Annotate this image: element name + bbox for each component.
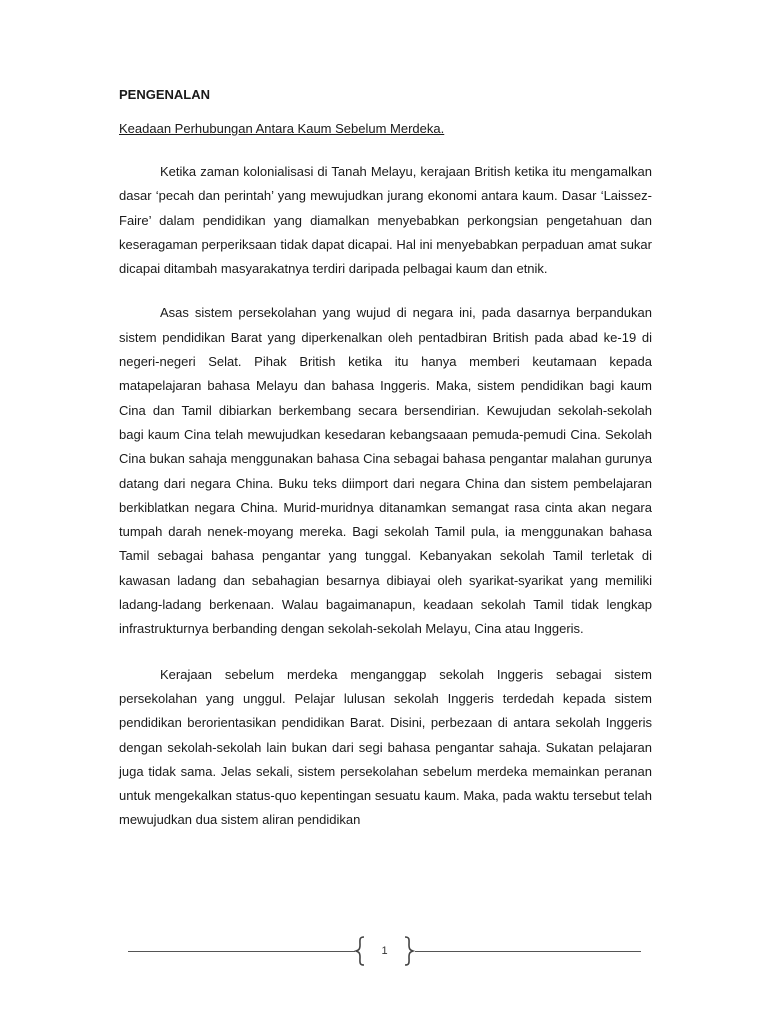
document-body [119,86,652,833]
section-subheading: Keadaan Perhubungan Antara Kaum Sebelum Merdeka. [119,121,445,136]
section-heading: PENGENALAN [119,87,211,102]
page-number: 1 [381,945,388,957]
footer-rule-right [415,951,641,952]
paragraph-1: Ketika zaman kolonialisasi di Tanah Melayu, kerajaan British ketika itu mengamalkan dasar ‘pecah dan perintah’ yang mewujudkan jurang ekonomi antara kaum. Dasar ‘Laissez-Faire’ dalam pendidikan yang diamalkan menyebabkan perkongsian pengetahuan dan keseragaman perperiksaan tidak dapat dicapai. Hal ini menyebabkan perpaduan amat sukar dicapai ditambah masyarakatnya terdiri daripada pelbagai kaum dan etnik. [119,164,652,277]
paragraph-2: Asas sistem persekolahan yang wujud di negara ini, pada dasarnya berpandukan sistem pendidikan Barat yang diperkenalkan oleh pentadbiran British pada abad ke-19 di negeri-negeri Selat. Pihak British ketika itu hanya memberi keutamaan kepada matapelajaran bahasa Melayu dan bahasa Inggeris. Maka, sistem pendidikan bagi kaum Cina dan Tamil dibiarkan berkembang secara bersendirian. Kewujudan sekolah-sekolah bagi kaum Cina telah mewujudkan kesedaran kebangsaaan pemuda-pemudi Cina. Sekolah Cina bukan sahaja menggunakan bahasa Cina sebagai bahasa pengantar malahan gurunya datang dari negara China. Buku teks diimport dari negara China dan sistem pembelajaran berkiblatkan negara China. Murid-muridnya ditanamkan semangat rasa cinta akan negara tumpah darah nenek-moyang mereka. Bagi sekolah Tamil pula, ia menggunakan bahasa Tamil sebagai bahasa pengantar yang tunggal. Kebanyakan sekolah Tamil terletak di kawasan ladang dan sebahagian besarnya dibiayai oleh syarikat-syarikat yang memiliki ladang-ladang berkenaan. Walau bagaimanapun, keadaan sekolah Tamil tidak lengkap infrastrukturnya berbanding dengan sekolah-sekolah Melayu, Cina atau Inggeris. [119,305,652,637]
paragraph-3: Kerajaan sebelum merdeka menganggap sekolah Inggeris sebagai sistem persekolahan yang unggul. Pelajar lulusan sekolah Inggeris terdedah kepada sistem pendidikan berorientasikan pendidikan Barat. Disini, perbezaan di antara sekolah Inggeris dengan sekolah-sekolah lain bukan dari segi bahasa pengantar sahaja. Sukatan pelajaran juga tidak sama. Jelas sekali, sistem persekolahan sebelum merdeka memainkan peranan untuk mengekalkan status-quo kepentingan sesuatu kaum. Maka, pada waktu tersebut telah mewujudkan dua sistem aliran pendidikan [119,666,652,828]
left-brace-icon [354,936,366,966]
footer-rule-left [128,951,355,952]
page-footer [128,936,641,966]
right-brace-icon [403,936,415,966]
